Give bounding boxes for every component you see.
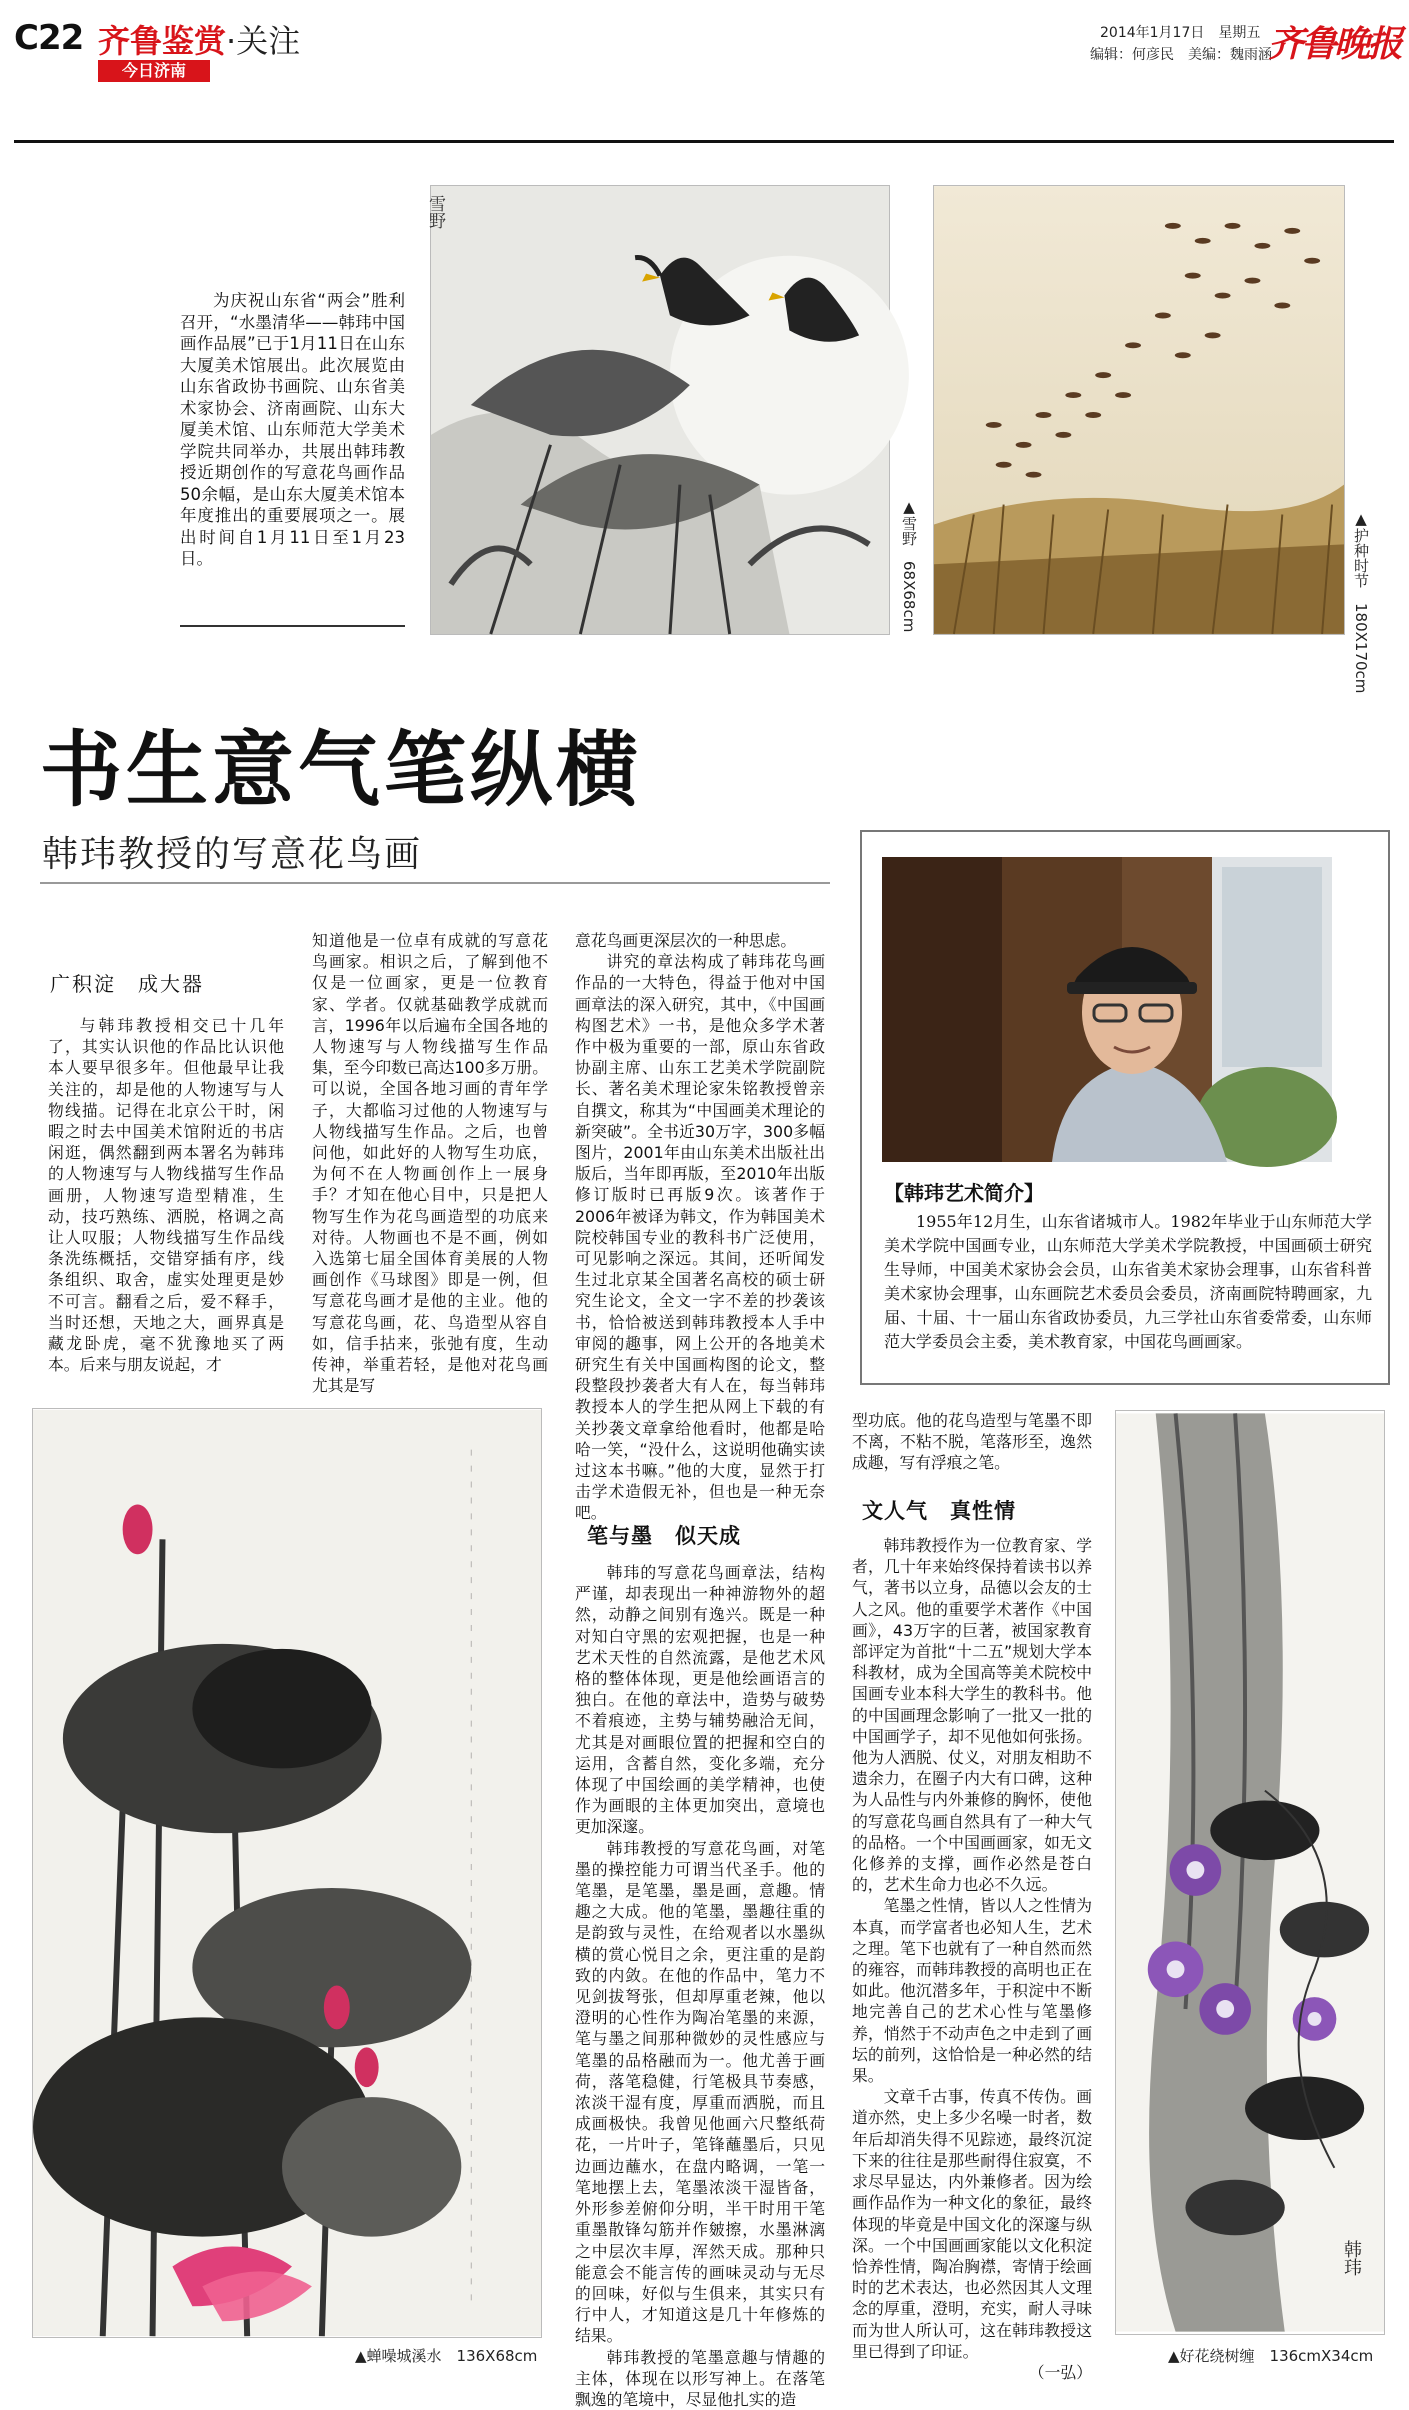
intro-paragraph: 为庆祝山东省“两会”胜利召开，“水墨清华——韩玮中国画作品展”已于1月11日在山东大厦美术馆展出。此次展览由山东省政协书画院、山东省美术家协会、济南画院、山东大厦美术馆、山东师范大学美术学院共同举办，共展出韩玮教授近期创作的写意花鸟画作品50余幅，是山东大厦美术馆本年度推出的重要展项之一。展出时间自1月11日至1月23日。 (180, 291, 405, 568)
artist-photo (882, 857, 1332, 1162)
painting-snow-field-caption: ▲雪野 68X68cm (900, 498, 918, 633)
painting-snow-field-inscription: 雪野 (425, 195, 445, 229)
column-4-paragraph-scholar: 韩玮教授作为一位教育家、学者，几十年来始终保持着读书以养气，著书以立身，品德以会友的士人之风。他的重要学术著作《中国画》，43万字的巨著，被国家教育部评定为首批“十二五”规划大学本科教材，成为全国高等美术院校中国画专业本科大学生的教科书。他的中国画理念影响了一批又一批的中国画学子，却不见他如何张扬。他为人洒脱、仗义，对朋友相助不遗余力，在圈子内大有口碑，这种为人品性与内外兼修的胸怀，使他的写意花鸟画自然具有了一种大气的品格。一个中国画画家，如无文化修养的支撑，画作必然是苍白的，艺术生命力也必不久远。 (852, 1536, 1092, 1895)
painting-cicada-stream-caption: ▲蝉噪城溪水 136X68cm (355, 2347, 538, 2365)
column-2-paragraph: 知道他是一位卓有成就的写意花鸟画家。相识之后，了解到他不仅是一位画家，更是一位教育家、学者。仅就基础教学成就而言，1996年以后遍布全国各地的人物速写与人物线描写生作品集，至今印数已高达100多万册。可以说，全国各地习画的青年学子，大都临习过他的人物速写与人物线描写生作品。之后，也曾问他，如此好的人物写生功底，为何不在人物画创作上一展身手？才知在他心目中，只是把人物写生作为花鸟画造型的功底来对待。人物画也不是不画，例如入选第七届全国体育美展的人物画创作《马球图》即是一例，但写意花鸟画才是他的主业。他的写意花鸟画，花、鸟造型从容自如，信手拈来，张弛有度，生动传神，举重若轻，是他对花鸟画尤其是写 (312, 931, 548, 1396)
painting-cicada-stream-art (33, 1409, 541, 2337)
subtitle-rule (40, 882, 830, 884)
column-3-paragraph-structure: 韩玮的写意花鸟画章法，结构严谨，却表现出一种神游物外的超然，动静之间别有逸兴。既是一种对知白守黑的宏观把握，也是一种艺术天性的自然流露，是他艺术风格的整体体现，更是他绘画语言的独白。在他的章法中，造势与破势不着痕迹，主势与辅势融洽无间，尤其是对画眼位置的把握和空白的运用，含蓄自然，变化多端，充分体现了中国绘画的美学精神，也使作为画眼的主体更加突出，意境也更加深邃。 (575, 1563, 825, 1837)
column-3-paragraph-form: 韩玮教授的笔墨意趣与情趣的主体，体现在以形写神上。在落笔飘逸的笔境中，尽显他扎实的造 (575, 2347, 825, 2409)
newspaper-masthead: 齐鲁晚报 (1268, 23, 1401, 65)
article-column-3-bottom (575, 1562, 825, 2410)
page-number: C22 (14, 18, 84, 58)
painting-flowers-around-tree-caption: ▲好花绕树缠 136cmX34cm (1168, 2347, 1374, 2365)
column-4-paragraph-temperament: 笔墨之性情，皆以人之性情为本真，而学富者也必知人生，艺术之理。笔下也就有了一种自然而然的雍容，而韩玮教授的高明也正在如此。他沉潜多年，于积淀中不断地完善自己的艺术心性与笔墨修养，悄然于不动声色之中走到了画坛的前列，这恰恰是一种必然的结果。 (852, 1896, 1092, 2086)
painting-seed-season (933, 185, 1345, 635)
painting-snow-field-art (431, 186, 889, 634)
painting-flowers-around-tree-art (1116, 1411, 1384, 2334)
section-name: 齐鲁鉴赏 (98, 22, 227, 60)
issue-date: 2014年1月17日 星期五 (1100, 25, 1261, 41)
intro-rule (180, 625, 405, 627)
article-column-4-bottom (852, 1535, 1092, 2383)
article-column-3-top (575, 930, 825, 1524)
article-title: 书生意气笔纵横 (40, 723, 643, 818)
article-column-2 (312, 930, 548, 1396)
section-head-literati: 文人气 真性情 (862, 1499, 1016, 1523)
article-column-4-top (852, 1410, 1092, 1474)
article-subtitle: 韩玮教授的写意花鸟画 (42, 834, 423, 875)
subsection-name: ·关注 (226, 22, 301, 60)
artist-profile-box (860, 830, 1390, 1385)
column-4-continuation: 型功底。他的花鸟造型与笔墨不即不离，不粘不脱，笔落形至，逸然成趣，写有浮痕之笔。 (852, 1411, 1092, 1473)
article-column-1 (48, 1015, 284, 1375)
byline-section-head: 广积淀 成大器 (50, 972, 204, 996)
painting-snow-field (430, 185, 890, 635)
column-4-signature: （一弘） (1028, 2362, 1092, 2382)
painting-seed-season-caption: ▲护种时节 180X170cm (1352, 510, 1370, 694)
painting-seed-season-art (934, 186, 1344, 634)
artist-photo-art (882, 857, 1332, 1162)
painting-cicada-stream (32, 1408, 542, 2338)
section-title (98, 16, 300, 62)
column-1-paragraph: 与韩玮教授相交已十几年了，其实认识他的作品比认识他本人要早很多年。但他最早让我关注的，却是他的人物速写与人物线描。记得在北京公干时，闲暇之时去中国美术馆附近的书店闲逛，偶然翻到两本署名为韩玮的人物速写与人物线描写生作品画册，人物速写造型精准，生动，技巧熟练、洒脱，格调之高让人叹服；人物线描写生作品线条洗练概括，交错穿插有序，线条组织、取舍，虚实处理更是妙不可言。翻看之后，爱不释手，当时还想，天地之大，画界真是藏龙卧虎，毫不犹豫地买了两本。后来与朋友说起，才 (48, 1016, 284, 1375)
painting-flowers-around-tree (1115, 1410, 1385, 2335)
column-3-continuation: 意花鸟画更深层次的一种思虑。 (575, 931, 797, 950)
section-bar: 今日济南 (98, 60, 210, 82)
column-3-paragraph-ink: 韩玮教授的写意花鸟画，对笔墨的操控能力可谓当代圣手。他的笔墨，是笔墨，墨是画，意趣。情趣之大成。他的笔墨，墨趣往重的是韵致与灵性，在给观者以水墨纵横的赏心悦目之余，更注重的是韵致的内敛。在他的作品中，笔力不见剑拔弩张，但却厚重老辣，他以澄明的心性作为陶冶笔墨的来源，笔与墨之间那种微妙的灵性感应与笔墨的品格融而为一。他尤善于画荷，落笔稳健，行笔极具节奏感，浓淡干湿有度，厚重而洒脱，而且成画极快。我曾见他画六尺整纸荷花，一片叶子，笔锋蘸墨后，只见边画边蘸水，在盘内略调，一笔一笔地摆上去，笔墨浓淡干湿皆备，外形参差俯仰分明，半干时用干笔重墨散锋勾筋并作皴擦，水墨淋漓之中层次丰厚，浑然天成。那种只能意会不能言传的画味灵动与无尽的回味，好似与生俱来，其实只有行中人，才知道这是几十年修炼的结果。 (575, 1838, 825, 2346)
section-head-brush-ink: 笔与墨 似天成 (587, 1524, 741, 1548)
profile-heading: 【韩玮艺术简介】 (884, 1181, 1044, 1205)
painting-flowers-around-tree-signature: 韩玮 (1341, 2240, 1362, 2276)
editor-line: 编辑：何彦民 美编：魏雨涵 (1090, 47, 1272, 63)
header-rule (14, 140, 1394, 143)
column-4-paragraph-legacy: 文章千古事，传真不传伪。画道亦然，史上多少名噪一时者，数年后却消失得不见踪迹，最终沉淀下来的往往是那些耐得住寂寞，不求尽早显达，内外兼修者。因为绘画作品作为一种文化的象征，最终体现的毕竟是中国文化的深邃与纵深。一个中国画画家能以文化积淀恰养性情，陶冶胸襟，寄情于绘画时的艺术表达，也必然因其人文理念的厚重，澄明，充实，耐人寻味而为世人所认可，这在韩玮教授这里已得到了印证。 (852, 2087, 1092, 2361)
column-3-paragraph-composition: 讲究的章法构成了韩玮花鸟画作品的一大特色，得益于他对中国画章法的深入研究，其中，《中国画构图艺术》一书，是他众多学术著作中极为重要的一部，原山东省政协副主席、山东工艺美术学院副院长、著名美术理论家朱铭教授曾亲自撰文，称其为“中国画美术理论的新突破”。全书近30万字，300多幅图片，2001年由山东美术出版社出版后，当年即再版，至2010年出版修订版时已再版9次。该著作于2006年被译为韩文，作为韩国美术院校韩国专业的教科书广泛使用，可见影响之深远。其间，还听闻发生过北京某全国著名高校的硕士研究生论文，全文一字不差的抄袭该书，恰恰被送到韩玮教授本人手中审阅的趣事，网上公开的各地美术研究生有关中国画构图的论文，整段整段抄袭者大有人在，每当韩玮教授本人的学生把从网上下载的有关抄袭文章拿给他看时，他都是哈哈一笑，“没什么，这说明他确实读过这本书嘛。”他的大度，显然于打击学术造假无补，但也是一种无奈吧。 (575, 952, 825, 1523)
profile-body: 1955年12月生，山东省诸城市人。1982年毕业于山东师范大学美术学院中国画专业，山东师范大学美术学院教授，中国画硕士研究生导师，中国美术家协会会员，山东省美术家协会理事，山东省科普美术家协会理事，山东画院艺术委员会委员，济南画院特聘画家，九届、十届、十一届山东省政协委员，九三学社山东省委常委，山东师范大学委员会主委，美术教育家，中国花鸟画画家。 (884, 1212, 1372, 1351)
